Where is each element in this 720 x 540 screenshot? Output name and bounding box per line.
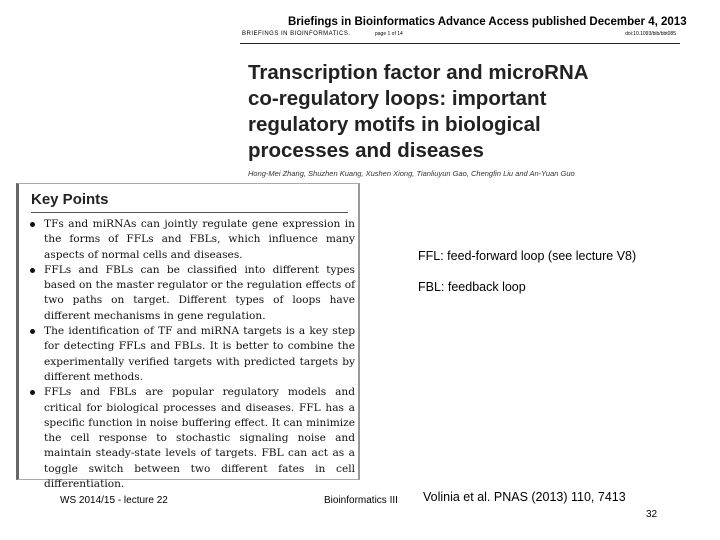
- doi: doi:10.1093/bib/bbt085: [625, 31, 676, 37]
- fbl-definition-note: FBL: feedback loop: [418, 280, 526, 294]
- journal-name: BRIEFINGS IN BIOINFORMATICS.: [242, 31, 351, 37]
- key-points-list: [29, 217, 355, 492]
- key-point-item: [29, 385, 355, 492]
- footer-course-info: WS 2014/15 - lecture 22: [60, 495, 168, 506]
- ffl-definition-note: FFL: feed-forward loop (see lecture V8): [418, 249, 637, 263]
- page-info: page 1 of 14: [375, 31, 403, 37]
- paper-title-line: processes and diseases: [248, 139, 484, 162]
- key-point-item: [29, 217, 355, 263]
- paper-title-line: regulatory motifs in biological: [248, 113, 541, 136]
- source-citation: Volinia et al. PNAS (2013) 110, 7413: [423, 490, 626, 504]
- journal-advance-access-line: Briefings in Bioinformatics Advance Access published December 4, 2013: [288, 16, 687, 28]
- slide-number: 32: [646, 509, 658, 520]
- key-points-divider: [31, 212, 348, 213]
- key-point-item: [29, 324, 355, 385]
- key-point-item: [29, 263, 355, 324]
- paper-authors: Hong-Mei Zhang, Shuzhen Kuang, Xushen Xiong, Tianliuyun Gao, Chengfin Liu and An-Yuan Guo: [248, 169, 575, 178]
- paper-title-line: co-regulatory loops: important: [248, 87, 547, 110]
- bullet-icon: [30, 268, 35, 273]
- journal-running-header: [240, 31, 680, 44]
- paper-title: [248, 60, 668, 164]
- key-points-title: Key Points: [31, 191, 109, 208]
- footer-course-title: Bioinformatics III: [324, 495, 398, 506]
- key-point-text: FFLs and FBLs can be classified into different types based on the master regulator or the regulation effects of two paths on target. Different types of loops have different mechanisms in gene regulation.: [44, 263, 355, 322]
- bullet-icon: [30, 222, 35, 227]
- bullet-icon: [30, 329, 35, 334]
- key-point-text: FFLs and FBLs are popular regulatory models and critical for biological processes and diseases. FFL has a specific function in noise buffering effect. It can minimize the cell response to stochastic signaling noise and maintain steady-state levels of targets. FBL can act as a toggle switch between two different fates in cell differentiation.: [44, 386, 355, 491]
- bullet-icon: [30, 390, 35, 395]
- key-point-text: The identification of TF and miRNA targets is a key step for detecting FFLs and FBLs. It is better to combine the experimentally verified targets with predicted targets by different methods.: [44, 325, 355, 383]
- paper-title-line: Transcription factor and microRNA: [248, 61, 589, 84]
- paper-header-image: [240, 14, 687, 186]
- key-point-text: TFs and miRNAs can jointly regulate gene expression in the forms of FFLs and FBLs, which influence many aspects of normal cells and diseases.: [44, 218, 355, 261]
- key-points-box: [16, 183, 360, 491]
